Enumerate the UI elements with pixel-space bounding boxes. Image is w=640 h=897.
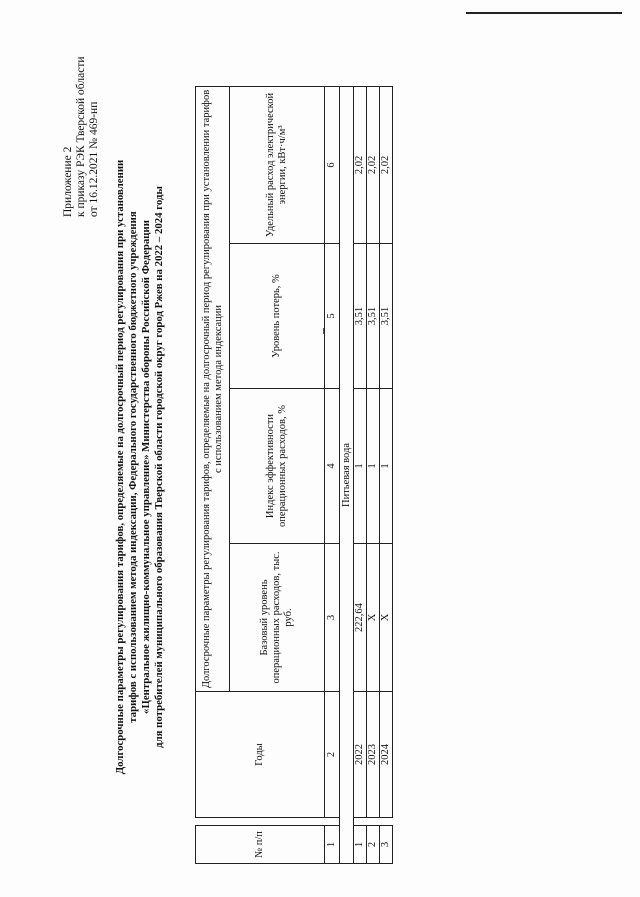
col-number-5: 5 <box>325 244 340 389</box>
row-number: 2 <box>367 826 380 864</box>
parameters-table <box>195 86 393 864</box>
title-line-1: Долгосрочные параметры регулирования тарифов, определяемые на долгосрочный период регулирования при установлении <box>114 159 126 775</box>
header-efficiency-index: Индекс эффективности операционных расходов, % <box>230 389 325 544</box>
row-year: 2022 <box>354 692 367 818</box>
appendix-line-3: от 16.12.2021 № 469-нп <box>88 101 100 217</box>
col-number-6: 6 <box>325 86 340 243</box>
col-number-1: 1 <box>325 826 340 864</box>
row-loss-level: 3,51 <box>367 244 380 389</box>
row-loss-level: 3,51 <box>380 244 393 389</box>
header-years: Годы <box>196 692 325 818</box>
row-loss-level: 3,51 <box>354 244 367 389</box>
spacer-cell <box>325 818 340 826</box>
table-row <box>367 86 380 863</box>
table-row <box>354 86 367 863</box>
row-energy-consumption: 2,02 <box>354 86 367 243</box>
spacer-cell <box>196 818 325 826</box>
row-number: 3 <box>380 826 393 864</box>
row-year: 2023 <box>367 692 380 818</box>
title-line-4: для потребителей муниципального образования Тверской области городской округ город Ржев на 2022 – 2024 годы <box>153 186 165 748</box>
row-number: 1 <box>354 826 367 864</box>
document-title <box>114 67 166 867</box>
header-number: № п/п <box>196 826 325 864</box>
section-drinking-water: Питьевая вода <box>340 86 354 863</box>
row-base-opex: Х <box>367 544 380 692</box>
row-energy-consumption: 2,02 <box>380 86 393 243</box>
row-base-opex: 222,64 <box>354 544 367 692</box>
appendix-line-1: Приложение 2 <box>62 146 74 217</box>
appendix-line-2: к приказу РЭК Тверской области <box>75 56 87 217</box>
header-group: Долгосрочные параметры регулирования тарифов, определяемые на долгосрочный период регулирования при установлении тарифов с использованием метода индексации <box>196 86 230 691</box>
row-year: 2024 <box>380 692 393 818</box>
row-efficiency-index: 1 <box>354 389 367 544</box>
table-row <box>380 86 393 863</box>
row-efficiency-index: 1 <box>380 389 393 544</box>
spacer-cell <box>380 818 393 826</box>
header-loss-level: Уровень потерь, % <box>230 244 325 389</box>
title-line-2: тарифов с использованием метода индексации, Федерального государственного бюджетного учреждения <box>127 211 139 723</box>
header-energy-consumption: Удельный расход электрической энергии, кВт·ч/м³ <box>230 86 325 243</box>
header-base-opex: Базовый уровень операционных расходов, тыс. руб. <box>230 544 325 692</box>
appendix-block <box>62 47 101 217</box>
col-number-3: 3 <box>325 544 340 692</box>
col-number-2: 2 <box>325 692 340 818</box>
title-line-3: «Центральное жилищно-коммунальное управление» Министерства обороны Российской Федерации <box>140 220 152 714</box>
col-number-4: 4 <box>325 389 340 544</box>
row-energy-consumption: 2,02 <box>367 86 380 243</box>
spacer-cell <box>354 818 367 826</box>
spacer-cell <box>367 818 380 826</box>
row-base-opex: Х <box>380 544 393 692</box>
row-efficiency-index: 1 <box>367 389 380 544</box>
